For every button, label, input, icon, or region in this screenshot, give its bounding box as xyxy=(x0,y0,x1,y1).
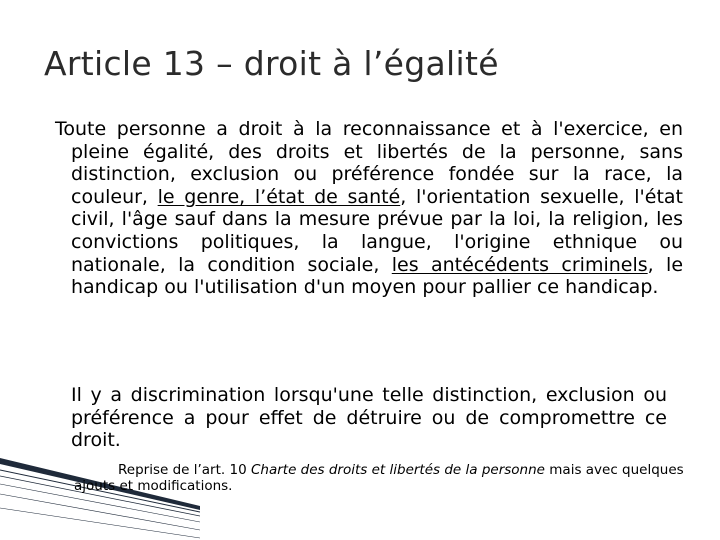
source-note xyxy=(74,462,684,494)
article-text-part-3: , le handicap ou l'utilisation d'un moyen pour pallier ce handicap. xyxy=(71,253,684,299)
underlined-addition-2: les antécédents criminels xyxy=(391,253,648,276)
article-text-part-2: , l'orientation sexuelle, l'état civil, l'âge sauf dans la mesure prévue par la loi, la religion, les convictions politiques, la langue, l'origine ethnique ou nationale, la condition sociale, xyxy=(71,185,683,276)
charter-title: Charte des droits et libertés de la personne xyxy=(250,462,545,478)
source-note-suffix: mais avec quelques ajouts et modifications. xyxy=(74,462,684,494)
slide-title: Article 13 – droit à l’égalité xyxy=(44,44,499,83)
source-note-prefix: Reprise de l’art. 10 xyxy=(118,462,251,478)
article-paragraph xyxy=(55,118,683,299)
article-text-part-1: Toute personne a droit à la reconnaissance et à l'exercice, en pleine égalité, des droits et libertés de la personne, sans distinction, exclusion ou préférence fondée sur la race, la couleur, xyxy=(55,118,683,208)
discrimination-paragraph: Il y a discrimination lorsqu'une telle distinction, exclusion ou préférence a pour effet de détruire ou de compromettre ce droit. xyxy=(71,384,667,452)
underlined-addition-1: le genre, l’état de santé xyxy=(157,185,401,208)
